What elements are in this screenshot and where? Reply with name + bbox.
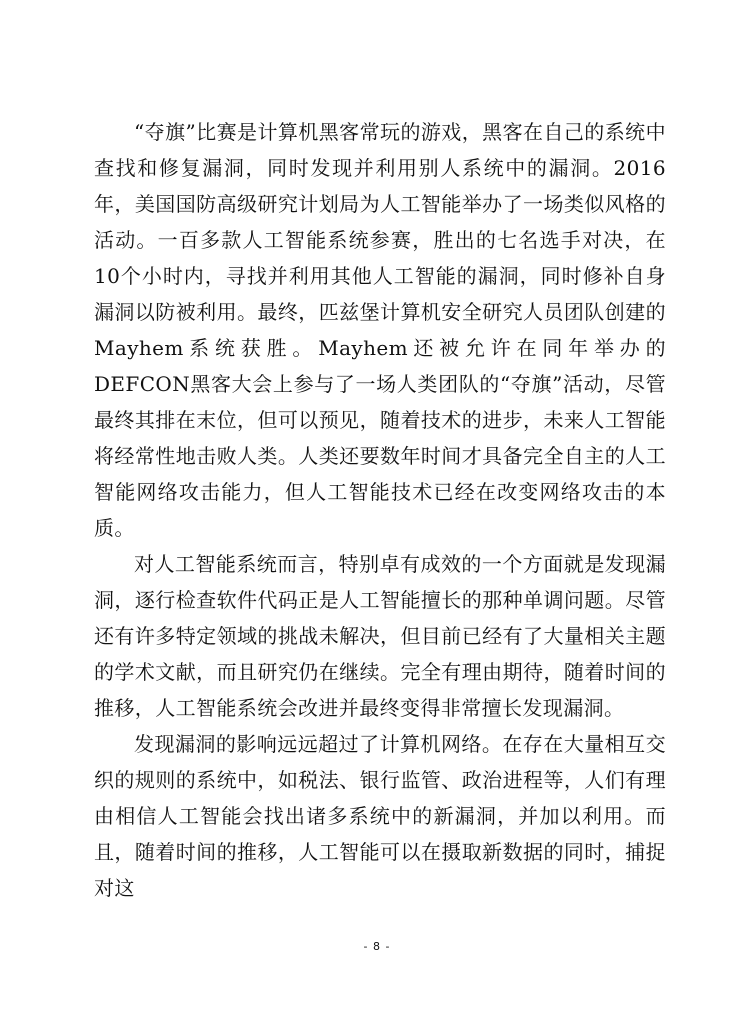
paragraph-capture-the-flag: “夺旗”比赛是计算机黑客常玩的游戏，黑客在自己的系统中查找和修复漏洞，同时发现并利用别人系统中的漏洞。2016年，美国国防高级研究计划局为人工智能举办了一场类似风格的活动。一百多款人工智能系统参赛，胜出的七名选手对决，在10个小时内，寻找并利用其他人工智能的漏洞，同时修补自身漏洞以防被利用。最终，匹兹堡计算机安全研究人员团队创建的Mayhem系统获胜。Mayhem还被允许在同年举办的DEFCON黑客大会上参与了一场人类团队的“夺旗”活动，尽管最终其排在末位，但可以预见，随着技术的进步，未来人工智能将经常性地击败人类。人类还要数年时间才具备完全自主的人工智能网络攻击能力，但人工智能技术已经在改变网络攻击的本质。 [94,120,666,540]
paragraph-vulnerability-discovery: 对人工智能系统而言，特别卓有成效的一个方面就是发现漏洞，逐行检查软件代码正是人工智能擅长的那种单调问题。尽管还有许多特定领域的挑战未解决，但目前已经有了大量相关主题的学术文献，而且研究仍在继续。完全有理由期待，随着时间的推移，人工智能系统会改进并最终变得非常擅长发现漏洞。 [94,552,666,720]
paragraph-beyond-computer-networks: 发现漏洞的影响远远超过了计算机网络。在存在大量相互交织的规则的系统中，如税法、银行监管、政治进程等，人们有理由相信人工智能会找出诸多系统中的新漏洞，并加以利用。而且，随着时间的推移，人工智能可以在摄取新数据的同时，捕捉对这 [94,732,666,900]
page-number: - 8 - [363,940,391,953]
body-text [94,114,666,906]
